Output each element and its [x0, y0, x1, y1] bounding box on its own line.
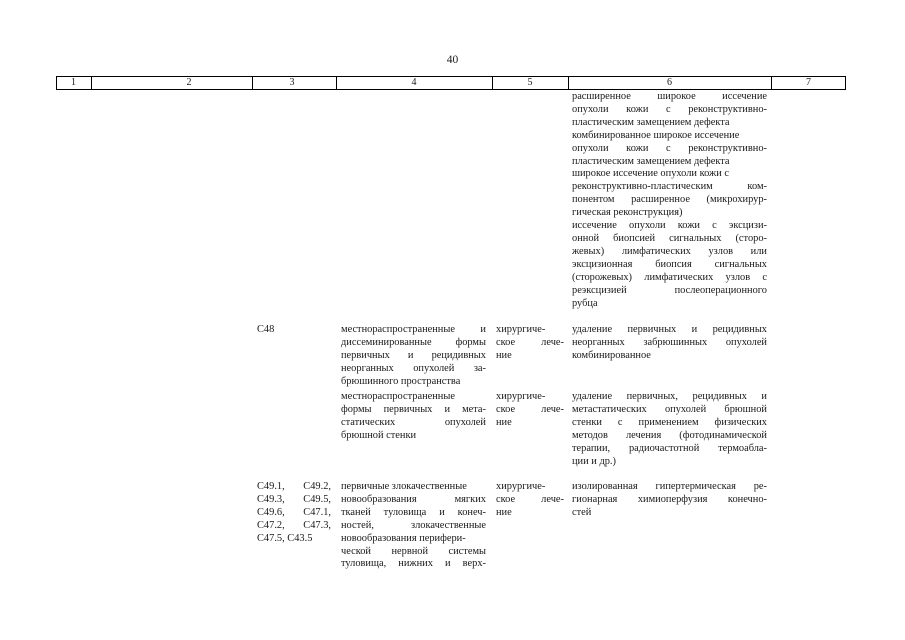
- treatment-line: ние: [496, 506, 512, 518]
- column-header-7: 7: [806, 77, 811, 88]
- column-header-4: 4: [411, 77, 417, 88]
- method-line: широкое иссечение опухоли кожи с: [572, 168, 729, 180]
- model-line: новообразования перифери-: [341, 532, 466, 544]
- model-line: диссеминированные формы: [341, 336, 486, 348]
- method-line: онной биопсией сигнальных (сторо-: [572, 232, 767, 244]
- method-line: метастатических опухолей брюшной: [572, 403, 767, 415]
- patient-model-cell: [341, 324, 486, 389]
- treatment-line: ское лече-: [496, 336, 564, 348]
- treatment-type-cell: [496, 324, 564, 363]
- model-line: туловища, нижних и верх-: [341, 558, 486, 570]
- method-line: понентом расширенное (микрохирур-: [572, 194, 767, 206]
- method-line: комбинированное широкое иссечение: [572, 129, 740, 141]
- method-line: удаление первичных и рецидивных: [572, 324, 767, 335]
- model-line: местнораспространенные и: [341, 324, 486, 335]
- method-line: иссечение опухоли кожи с эксцизи-: [572, 220, 767, 232]
- treatment-line: ское лече-: [496, 493, 564, 505]
- treatment-method-cell: [572, 324, 767, 363]
- treatment-line: хирургиче-: [496, 481, 546, 492]
- method-line: методов лечения (фотодинамической: [572, 429, 767, 441]
- treatment-line: ское лече-: [496, 403, 564, 415]
- model-line: брюшной стенки: [341, 429, 417, 441]
- method-line: эксцизионная биопсия сигнальных: [572, 258, 767, 270]
- model-line: статических опухолей: [341, 416, 486, 428]
- code-line: C49.3, C49.5,: [257, 493, 331, 505]
- method-line: неорганных забрюшинных опухолей: [572, 336, 767, 348]
- method-line: пластическим замещением дефекта: [572, 155, 730, 167]
- model-line: ностей, злокачественные: [341, 519, 486, 531]
- treatment-type-cell: [496, 391, 564, 430]
- code-line: C47.2, C47.3,: [257, 519, 331, 531]
- method-line: (сторожевых) лимфатических узлов с: [572, 271, 767, 283]
- column-divider: [845, 77, 846, 89]
- page-number: 40: [446, 54, 459, 66]
- method-line: рубца: [572, 297, 598, 309]
- patient-model-cell: [341, 481, 486, 571]
- code-line: C49.1, C49.2,: [257, 481, 331, 492]
- model-line: неорганных опухолей за-: [341, 362, 486, 374]
- treatment-method-cell: [572, 391, 767, 468]
- table-header-row: [56, 76, 846, 90]
- treatment-type-cell: [496, 481, 564, 520]
- method-line: реконструктивно-пластическим ком-: [572, 181, 767, 193]
- method-line: изолированная гипертермическая ре-: [572, 481, 767, 492]
- treatment-method-cell: [572, 481, 767, 520]
- model-line: брюшинного пространства: [341, 375, 461, 387]
- diagnosis-code-cell: [257, 481, 331, 546]
- treatment-line: ние: [496, 349, 512, 361]
- model-line: формы первичных и мета-: [341, 403, 486, 415]
- method-line: реэксцизией послеоперационного: [572, 284, 767, 296]
- method-line: терапии, радиочастотной термоабла-: [572, 442, 767, 454]
- treatment-line: хирургиче-: [496, 324, 546, 335]
- method-line: гическая реконструкция): [572, 207, 683, 219]
- method-line: пластическим замещением дефекта: [572, 116, 730, 128]
- column-header-1: 1: [71, 77, 76, 88]
- method-line: опухоли кожи с реконструктивно-: [572, 142, 767, 154]
- code-line: C47.5, C43.5: [257, 532, 313, 544]
- method-line: стенки с применением физических: [572, 416, 767, 428]
- column-header-6: 6: [667, 77, 672, 88]
- code-line: C48: [257, 324, 275, 335]
- treatment-line: хирургиче-: [496, 391, 546, 402]
- diagnosis-code-cell: [257, 324, 331, 337]
- method-line: гионарная химиоперфузия конечно-: [572, 493, 767, 505]
- method-line: стей: [572, 506, 592, 518]
- method-line: жевых) лимфатических узлов или: [572, 245, 767, 257]
- treatment-line: ние: [496, 416, 512, 428]
- model-line: ческой нервной системы: [341, 545, 486, 557]
- patient-model-cell: [341, 391, 486, 443]
- method-line: расширенное широкое иссечение: [572, 91, 767, 102]
- code-line: C49.6, C47.1,: [257, 506, 331, 518]
- model-line: местнораспространенные: [341, 391, 455, 402]
- method-line: ции и др.): [572, 455, 616, 467]
- model-line: новообразования мягких: [341, 493, 486, 505]
- model-line: тканей туловища и конеч-: [341, 506, 486, 518]
- model-line: первичные злокачественные: [341, 481, 467, 492]
- model-line: первичных и рецидивных: [341, 349, 486, 361]
- method-line: комбинированное: [572, 349, 651, 361]
- column-header-2: 2: [186, 77, 192, 88]
- method-line: удаление первичных, рецидивных и: [572, 391, 767, 402]
- column-header-5: 5: [527, 77, 533, 88]
- column-header-3: 3: [289, 77, 295, 88]
- continued-method-cell: [572, 91, 767, 310]
- method-line: опухоли кожи с реконструктивно-: [572, 103, 767, 115]
